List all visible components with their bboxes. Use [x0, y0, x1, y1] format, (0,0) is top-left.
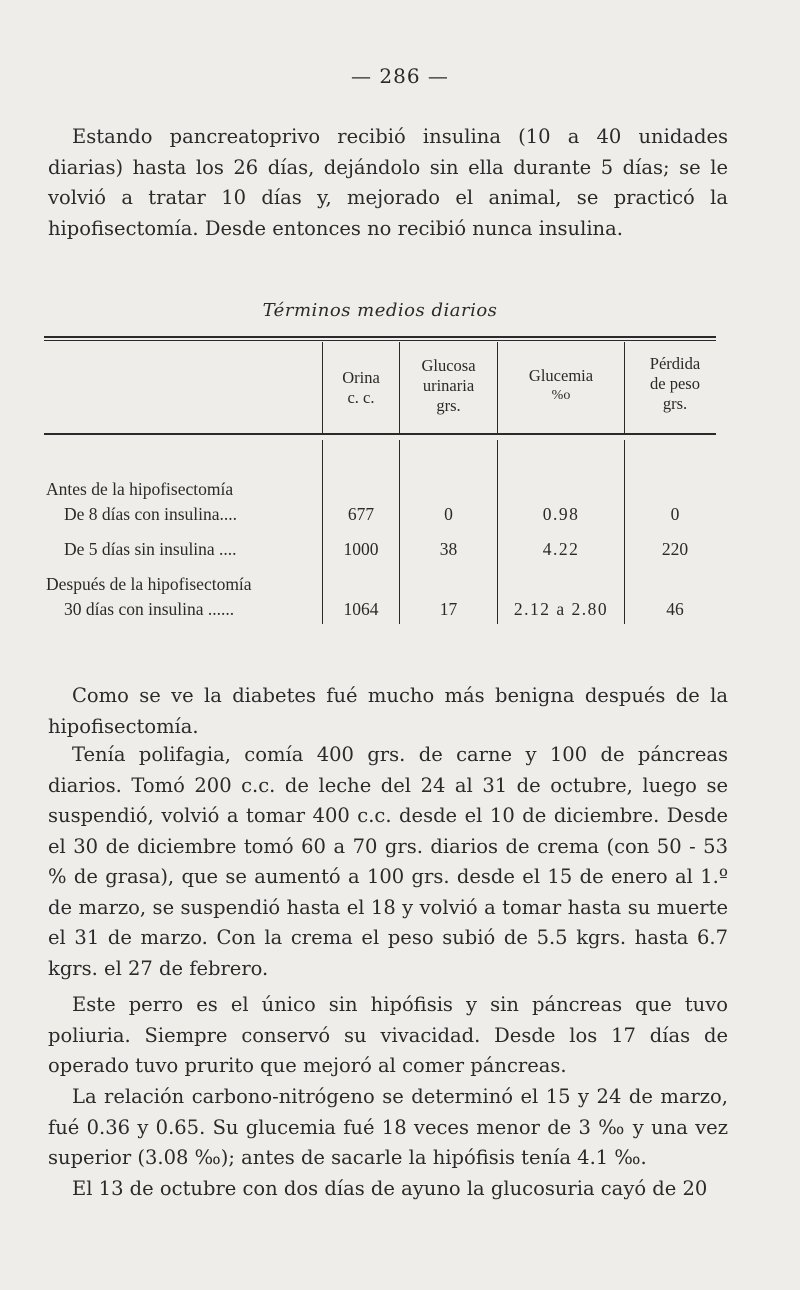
- cell-glucosa: 0: [444, 504, 453, 524]
- page-number: — 286 —: [351, 64, 449, 88]
- cell-orina: 1064: [343, 599, 379, 619]
- column-divider: [322, 440, 323, 624]
- cell-perdida: 220: [661, 539, 689, 559]
- header-glucosa-line2: urinaria: [422, 376, 475, 395]
- header-glucosa-line1: Glucosa: [421, 356, 476, 375]
- header-glucemia: [498, 366, 624, 406]
- cell-glucemia: 4.22: [542, 539, 580, 559]
- cell-glucosa: 17: [439, 599, 458, 619]
- header-glucosa-line3: grs.: [436, 396, 461, 415]
- column-divider: [624, 440, 625, 624]
- table-top-rule: [44, 336, 716, 338]
- header-glucosa: [400, 356, 497, 416]
- header-perdida-line1: Pérdida: [649, 354, 701, 373]
- paragraph: Tenía polifagia, comía 400 grs. de carne y 100 de páncreas diarios. Tomó 200 c.c. de leche del 24 al 31 de octubre, luego se suspendió, volvió a tomar 400 c.c. desde el 10 de diciembre. Desde el 30 de diciembre tomó 60 a 70 grs. diarios de crema (con 50 - 53 % de grasa), que se aumentó a 100 grs. desde el 15 de enero al 1.º de marzo, se suspendió hasta el 18 y volvió a tomar hasta su muerte el 31 de marzo. Con la crema el peso subió de 5.5 kgrs. hasta 6.7 kgrs. el 27 de febrero.: [48, 743, 728, 980]
- row-label: 30 días con insulina ......: [64, 599, 235, 619]
- paragraph: Este perro es el único sin hipófisis y sin páncreas que tuvo poliuria. Siempre conservó su vivacidad. Desde los 17 días de operado tuvo prurito que mejoró al comer páncreas.: [48, 993, 728, 1077]
- cell-glucosa: 38: [439, 539, 458, 559]
- header-orina-line2: c. c.: [347, 388, 375, 407]
- column-divider: [497, 440, 498, 624]
- header-glucemia-line1: Glucemia: [528, 366, 594, 385]
- intro-paragraph: Estando pancreatoprivo recibió insulina (10 a 40 unidades diarias) hasta los 26 días, dejándolo sin ella durante 5 días; se le volvió a tratar 10 días y, mejorado el animal, se practicó la hipofisectomía. Desde entonces no recibió nunca insulina.: [48, 125, 728, 240]
- cell-glucemia: 0.98: [542, 504, 580, 524]
- header-glucemia-line2: %o: [551, 388, 571, 403]
- table-top-rule-thin: [44, 340, 716, 341]
- group-label-after: Después de la hipofisectomía: [46, 574, 252, 594]
- column-divider: [399, 440, 400, 624]
- cell-orina: 677: [347, 504, 375, 524]
- header-orina: [323, 368, 399, 408]
- cell-orina: 1000: [343, 539, 379, 559]
- header-perdida: [625, 354, 725, 414]
- table-header-rule: [44, 433, 716, 435]
- header-perdida-line2: de peso: [650, 374, 700, 393]
- paragraph: El 13 de octubre con dos días de ayuno la glucosuria cayó de 20: [72, 1177, 708, 1200]
- paragraph: La relación carbono-nitrógeno se determinó el 15 y 24 de marzo, fué 0.36 y 0.65. Su glucemia fué 18 veces menor de 3 ‰ y una vez superior (3.08 ‰); antes de sacarle la hipófisis tenía 4.1 ‰.: [48, 1085, 728, 1169]
- row-label: De 5 días sin insulina ....: [64, 539, 237, 559]
- cell-glucemia: 2.12 a 2.80: [513, 599, 609, 619]
- table-caption: Términos medios diarios: [262, 300, 498, 321]
- cell-perdida: 0: [670, 504, 680, 524]
- group-label-before: Antes de la hipofisectomía: [46, 479, 234, 499]
- header-perdida-line3: grs.: [662, 394, 688, 413]
- header-orina-line1: Orina: [342, 368, 380, 387]
- paragraph: Como se ve la diabetes fué mucho más benigna después de la hipofisectomía.: [48, 684, 728, 738]
- cell-perdida: 46: [666, 599, 684, 619]
- row-label: De 8 días con insulina....: [64, 504, 238, 524]
